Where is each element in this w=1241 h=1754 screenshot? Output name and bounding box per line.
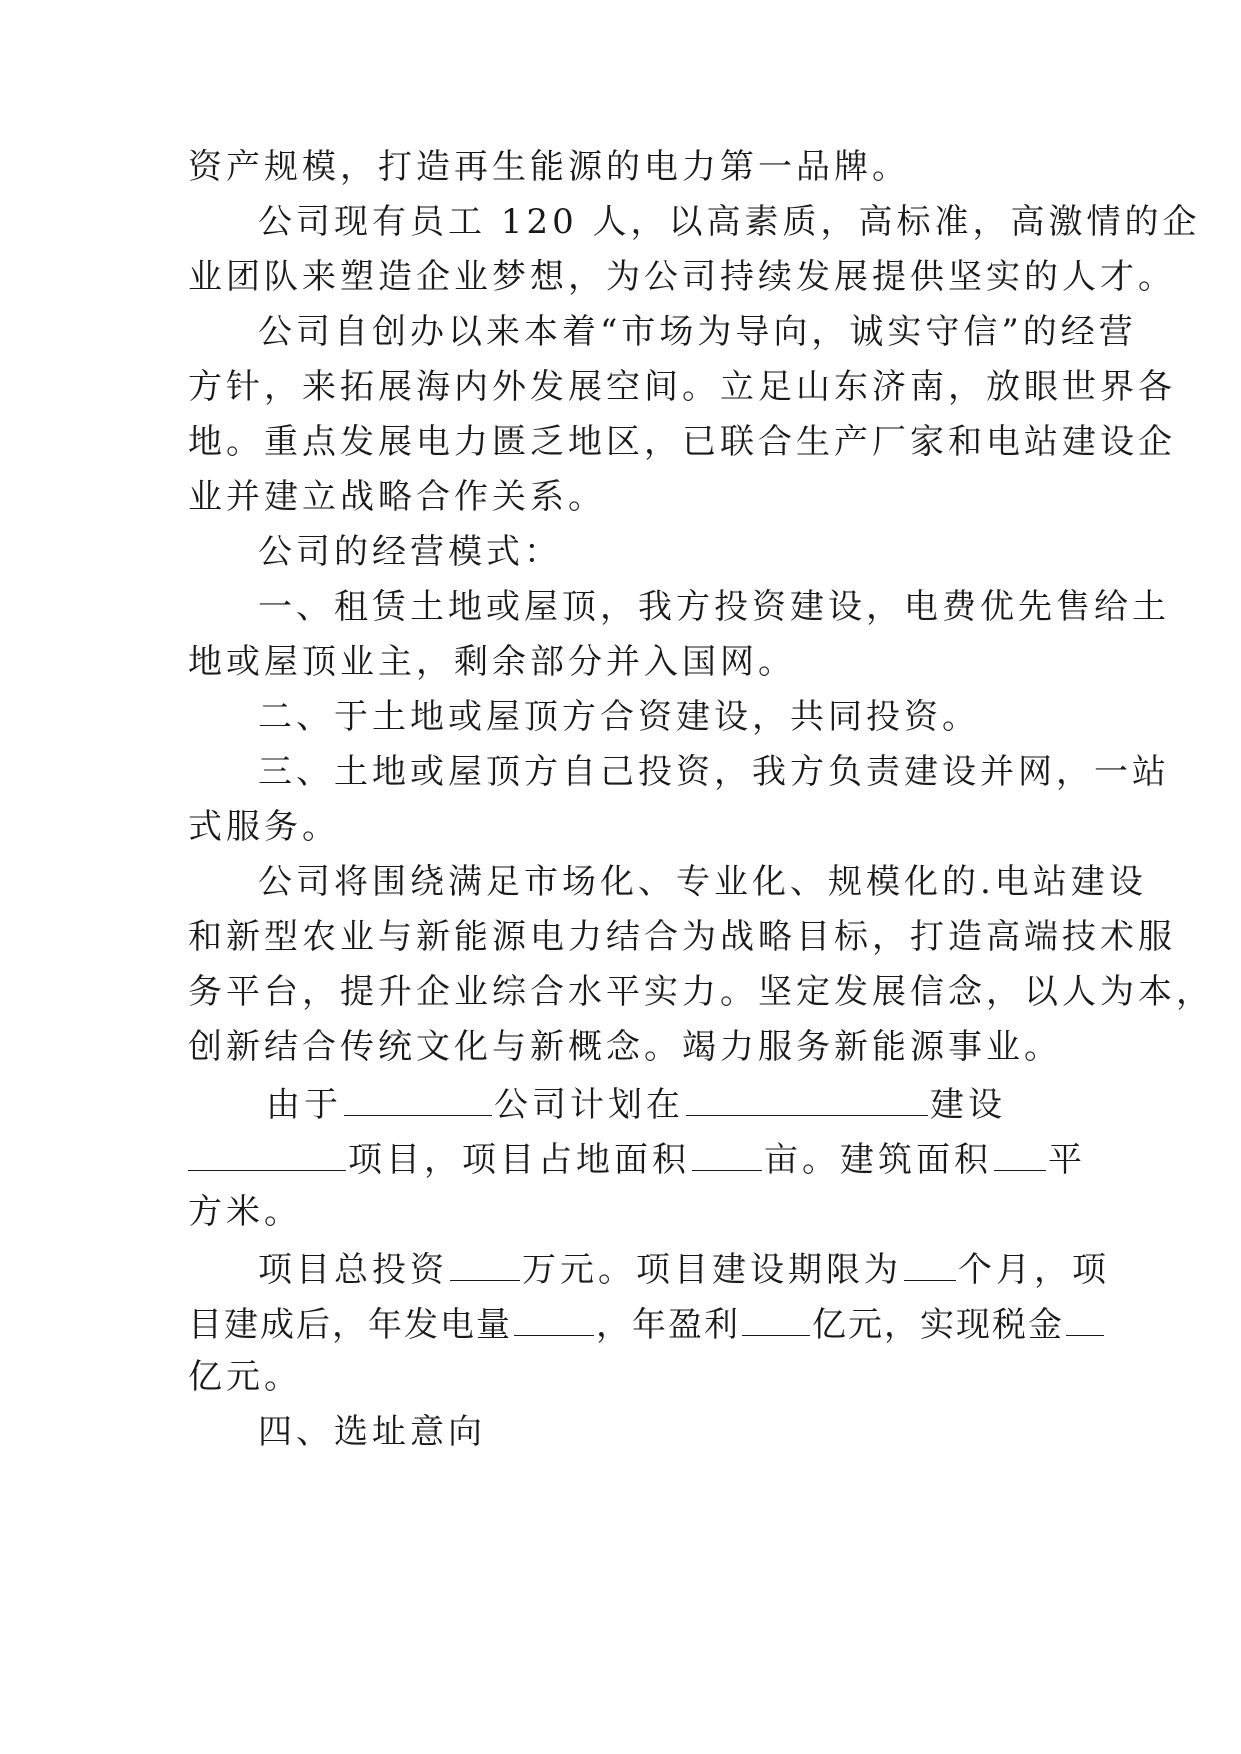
form-text: 目建成后，年发电量 xyxy=(188,1305,512,1345)
blank-company-field[interactable] xyxy=(344,1085,492,1116)
form-text: 亩。建筑面积 xyxy=(764,1140,992,1180)
form-text: 个月，项 xyxy=(958,1250,1110,1290)
text-line: 业并建立战略合作关系。 xyxy=(188,477,606,517)
form-text: ，年盈利 xyxy=(596,1305,740,1345)
text-line: 公司的经营模式： xyxy=(258,532,562,572)
text-line: 一、租赁土地或屋顶，我方投资建设，电费优先售给土 xyxy=(258,587,1170,627)
text-line: 三、土地或屋顶方自己投资，我方负责建设并网，一站 xyxy=(258,752,1170,792)
form-text: 由于 xyxy=(266,1085,342,1125)
blank-duration-field[interactable] xyxy=(904,1250,956,1281)
form-text: 万元。项目建设期限为 xyxy=(522,1250,902,1290)
text-line: 地。重点发展电力匮乏地区，已联合生产厂家和电站建设企 xyxy=(188,422,1176,462)
text-line: 式服务。 xyxy=(188,807,340,847)
form-text: 建设 xyxy=(930,1085,1006,1125)
blank-annual-power-field[interactable] xyxy=(514,1305,594,1336)
text-line: 二、于土地或屋顶方合资建设，共同投资。 xyxy=(258,697,980,737)
text-line: 方米。 xyxy=(188,1192,302,1232)
section-heading: 四、选址意向 xyxy=(258,1412,486,1452)
text-line: 公司将围绕满足市场化、专业化、规模化的.电站建设 xyxy=(258,862,1147,902)
text-line: 公司现有员工 120 人，以高素质，高标准，高激情的企 xyxy=(258,202,1201,242)
blank-investment-field[interactable] xyxy=(450,1250,520,1281)
form-line-5 xyxy=(188,1305,1068,1345)
text-line: 资产规模，打造再生能源的电力第一品牌。 xyxy=(188,147,910,187)
form-text: 公司计划在 xyxy=(494,1085,684,1125)
blank-tax-field[interactable] xyxy=(1066,1305,1104,1336)
form-line-4 xyxy=(258,1250,1138,1290)
blank-location-field[interactable] xyxy=(686,1085,928,1116)
text-line: 公司自创办以来本着“市场为导向，诚实守信”的经营 xyxy=(258,312,1137,352)
blank-annual-profit-field[interactable] xyxy=(742,1305,810,1336)
blank-project-field[interactable] xyxy=(188,1140,346,1171)
text-line: 业团队来塑造企业梦想，为公司持续发展提供坚实的人才。 xyxy=(188,257,1176,297)
text-line: 创新结合传统文化与新概念。竭力服务新能源事业。 xyxy=(188,1027,1062,1067)
form-line-2 xyxy=(188,1140,1086,1180)
text-line: 务平台，提升企业综合水平实力。坚定发展信念，以人为本， xyxy=(188,972,1214,1012)
blank-building-area-field[interactable] xyxy=(994,1140,1046,1171)
form-line-1 xyxy=(266,1085,1068,1125)
text-line: 亿元。 xyxy=(188,1357,302,1397)
form-text: 平 xyxy=(1048,1140,1086,1180)
form-text: 项目总投资 xyxy=(258,1250,448,1290)
text-line: 和新型农业与新能源电力结合为战略目标，打造高端技术服 xyxy=(188,917,1176,957)
blank-land-area-field[interactable] xyxy=(692,1140,762,1171)
text-line: 方针，来拓展海内外发展空间。立足山东济南，放眼世界各 xyxy=(188,367,1176,407)
form-text: 亿元，实现税金 xyxy=(812,1305,1064,1345)
form-text: 项目，项目占地面积 xyxy=(348,1140,690,1180)
text-line: 地或屋顶业主，剩余部分并入国网。 xyxy=(188,642,796,682)
